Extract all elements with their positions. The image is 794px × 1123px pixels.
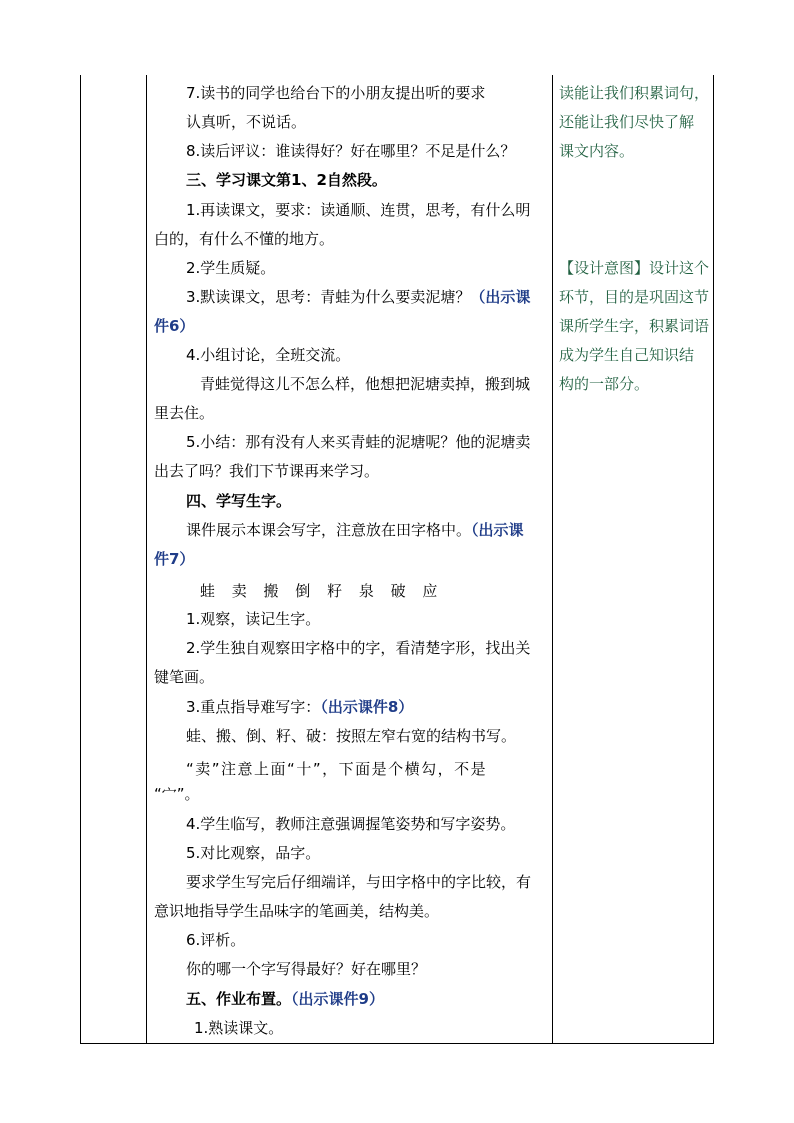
text-line: 白的，有什么不懂的地方。 <box>154 230 335 248</box>
text-line: 8.读后评议：谁读得好？好在哪里？不足是什么？ <box>186 142 516 160</box>
text-line <box>186 697 413 717</box>
column-divider-2 <box>552 75 553 1044</box>
text-line: 键笔画。 <box>154 668 215 686</box>
column-divider-1 <box>146 75 147 1044</box>
text-line: 1.再读课文，要求：读通顺、连贯，思考，有什么明 <box>186 201 531 219</box>
text-line: 5.对比观察，品字。 <box>186 844 321 862</box>
courseware-ref: 件7） <box>154 550 195 568</box>
side-note-line: 读能让我们积累词句， <box>559 84 710 102</box>
text-line: 蛙、搬、倒、籽、破：按照左窄右宽的结构书写。 <box>186 727 517 745</box>
text-line: “卖”注意上面“十”，下面是个横勾，不是 <box>186 760 488 778</box>
text-line: 4.学生临写，教师注意强调握笔姿势和写字姿势。 <box>186 815 516 833</box>
new-characters: 蛙 卖 搬 倒 籽 泉 破 应 <box>200 582 440 600</box>
design-intent-line: 环节，目的是巩固这节 <box>559 288 710 306</box>
courseware-ref: （出示课 <box>470 288 531 306</box>
text-line: 认真听，不说话。 <box>186 113 307 131</box>
text-line: 2.学生独自观察田字格中的字，看清楚字形，找出关 <box>186 639 531 657</box>
section-heading: 四、学写生字。 <box>186 492 292 510</box>
text-line: 2.学生质疑。 <box>186 259 276 277</box>
design-intent-line: 课所学生字，积累词语 <box>559 317 710 335</box>
text-line: 青蛙觉得这儿不怎么样，他想把泥塘卖掉，搬到城 <box>200 375 531 393</box>
text-line: 1.观察，读记生字。 <box>186 610 321 628</box>
design-intent-line: 【设计意图】设计这个 <box>559 259 710 277</box>
side-note-line: 还能让我们尽快了解 <box>559 113 695 131</box>
courseware-ref: （出示课件9） <box>291 990 384 1008</box>
text-line: 你的哪一个字写得最好？好在哪里？ <box>186 960 427 978</box>
text-line: “宀”。 <box>154 785 200 803</box>
text-segment: 3.重点指导难写字： <box>186 698 321 716</box>
table-border-right <box>713 75 714 1044</box>
text-line: 要求学生写完后仔细端详，与田字格中的字比较，有 <box>186 873 532 891</box>
courseware-ref: （出示课 <box>471 521 524 539</box>
text-line: 6.评析。 <box>186 931 246 949</box>
text-segment: 五、作业布置。 <box>186 990 292 1008</box>
text-line: 意识地指导学生品味字的笔画美，结构美。 <box>154 902 440 920</box>
table-border-left <box>80 75 81 1044</box>
table-border-bottom <box>80 1043 714 1044</box>
side-note-line: 课文内容。 <box>559 142 635 160</box>
text-line: 1.熟读课文。 <box>194 1019 284 1037</box>
text-segment: 课件展示本课会写字，注意放在田字格中。 <box>186 521 472 539</box>
section-heading <box>186 989 384 1009</box>
section-heading: 三、学习课文第1、2自然段。 <box>186 171 387 189</box>
courseware-ref: （出示课件8） <box>320 698 414 716</box>
text-line <box>186 520 524 540</box>
text-line: 7.读书的同学也给台下的小朋友提出听的要求 <box>186 84 486 102</box>
text-line: 4.小组讨论，全班交流。 <box>186 346 351 364</box>
text-line: 出去了吗？我们下节课再来学习。 <box>154 462 380 480</box>
lesson-plan-table <box>80 75 714 1044</box>
text-segment: 3.默读课文，思考：青蛙为什么要卖泥塘？ <box>186 288 471 306</box>
design-intent-line: 构的一部分。 <box>559 375 650 393</box>
text-line <box>186 287 530 307</box>
courseware-ref: 件6） <box>154 317 195 335</box>
text-line: 里去住。 <box>154 404 215 422</box>
design-intent-line: 成为学生自己知识结 <box>559 346 695 364</box>
text-line: 5.小结：那有没有人来买青蛙的泥塘呢？他的泥塘卖 <box>186 433 531 451</box>
